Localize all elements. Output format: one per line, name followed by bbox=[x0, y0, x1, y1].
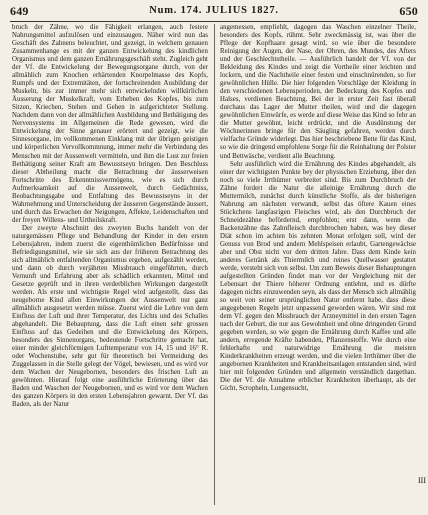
column-divider bbox=[214, 24, 215, 505]
page-number-right: 650 bbox=[399, 4, 418, 18]
issue-title: Num. 174. JULIUS 1827. bbox=[149, 5, 279, 16]
header-rule bbox=[10, 21, 418, 22]
paragraph: Sehr ausführlich wird die Ernährung des Kindes abgehandelt, als einer der wichtigsten Punkte bey der physischen Erziehung, über den noch so viele Irrthümer verbreitet sind. Bis zum Durchbruch der Zähne fordert die Natur die alleinige Ernährung durch die Muttermilch, zunächst durch künstliche Stoffe, als der bisherigen Nahrung am nächsten verwandt, selbst das öftere Kauen eines Stückchens langfasrigen Fleisches wird, als den Durchbruch der Schneidezähne befördernd, empfohlen; erst dann, wenn die Backenzähne das Zahnfleisch durchbrochen haben, was bey dieser Diät schon im achten bis zehnten Monat erfolgen soll, wird der Genuss von Brod und andern Mehlspeisen erlaubt, Gartengewächse aber und Obst nicht vor dem dritten Jahre. Dass dem Kinde kein anderes Getränk als Thiermilch und reines Quellwasser gestattet werde, versteht sich von selbst. Um zum Beweis dieser Behauptungen aufgestellten Gründen findet man vor der Vergleichung mit der Lebensart der Thiere höherer Ordnung entlehnt, und es dürfte dagegen nichts einzuwenden seyn, als dass der Mensch sich allmählig so weit von seiner ursprünglichen Natur entfernt habe, dass diese angegebenen Regeln jetzt unpassend geworden wären. Wir sind mit dem Vf. gegen den Missbrauch der Arzneymittel in den ersten Tagen nach der Geburt, die nur aus Gewohnheit und ohne dringenden Grund gegeben werden, so wie gegen die Ernährung durch Kaffee und alle andern, erregende Kräfte habenden, Pflanzenstoffe. Wie durch eine fehlerhafte und naturwidrige Ernährung die meisten Kinderkrankheiten erzeugt werden, und die vielen Irrthümer über die angebornen Krankheiten und Krankheitsanlagen entstanden sind, wird hier mit folgenden Gründen und allgemein verständlich dargethan. Die der Vf. die Annahme erblicher Krankheiten überhaupt, als der Gicht, Scropheln, Lungensucht, bbox=[220, 160, 416, 393]
page-number-left: 649 bbox=[10, 4, 29, 18]
paragraph: Der zweyte Abschnitt des zweyten Buchs handelt von der naturgemässen Pflege und Behandlung der Kinder in den ersten Lebensjahren, indem zuerst die eigenthümlichen Bedürfnisse und Befriedigungsmittel, wie sie sich aus der früheren Betrachtung des sich allmählich entfaltenden Organismus ergeben, aufgezählt werden, und dann ob durch verjährten Missbrauch eingeführten, durch Vernunft und Erfahrung aber als schädlich erkannten, Mittel und Gesetze geprüft und in ihren verderblichen Wirkungen dargestellt werden. Als erste und wichtigste Regel wird aufgestellt, dass das neugeborne Kind allen Einwirkungen der Aussenwelt nur ganz allmählich ausgesetzt werden müsse. Zuerst wird die Lehre von dem Einfluss der Luft und ihrer Temperatur, des Lichts und des Schalles abgehandelt. Die Bebauptung, dass die Luft einen sehr grossen Einfluss auf das Gedeihen und die Entwickelung des Körpers, besonders des Sinnenorgans, bedeutende Fortschritte gemacht hat, einer minder gleichförmigen Lufttemperatur von 14, 15 und 16° R. oder Wochenstube, sehr gut für theoretisch bei Vermeidung des Zuggelassen in die Stelle gelegt der Vögel, bewiesen, und es wird vor dem Wachen der Neugebornen, besonders des frischen Luft an gewöhnten. Hierauf folgt eine ausführliche Erörterung über das Baden und Waschen der Neugebornen, und es wird vor dem Wachen des ganzen Körpers in den ersten Lebensjahren gewarnt. Der Vf. das Baden, als der Natur bbox=[12, 224, 208, 409]
paragraph: angemessen, empfiehlt, dagegen das Waschen einzelner Theile, besonders des Kopfs, rühmt. Sehr zweckmässig ist, was über die Pflege der Kopfhaare gesagt wird, so wie über die besondere Reinigung der Augen, der Nase, der Ohren, des Mundes, des Afters und der Geschlechtstheile. — Ausführlich handelt der Vf. von der Bekleidung des Kindes und zeigt die Vortheile einer leichten und lockern, und die Nachtheile einer festen und einschnürenden, so fier gewöhnlichen Hülle. Die hier folgenden Vorschläge der Kleidung in den verschiedenen Lebensperioden, der Bedeckung des Kopfes und Halses, verdienen Beachtung. Bei der in erster Zeit fast überall durchaus das Lager der Mutter theilen, wird und die dagegen gewöhnlichen Einwürfe, es werde auf diese Weise das Kind so fehr an die Mutter gewöhnt, leicht erdrückt, und die Ausdünstung der Wöchnerinnen bringe für den Säugling gefahren, werden durch vielfache Gründe widerlegt. Das hier beschriebene Bette für das Kind, so wie die dringend empfohlene Sorge für die Reinhaltung der Polster und Bettwäsche, verdient alle Beachtung. bbox=[220, 24, 416, 160]
footer-mark: III bbox=[418, 476, 426, 485]
text-column-right bbox=[220, 24, 416, 507]
paragraph: bruch der Zähne, wo die Fähigkeit erlangen, auch festere Nahrungsmittel aufzulösen und einzusaugen. Näher wird nun das Geschäft des Zahnens beleuchtet, und gezeigt, in welchem genauen Zusammenhange es mit der ganzen Entwickelung des kindlichen Organismus und dem ganzen Ernährungsgeschäft steht. Zugleich geht der Vf. die Entwickelung der Bewegungsorgane durch, von der allmählich zum Knochen erhärtenden Knorpelmasse des Kopfs, Rumpfs und der Extremitäten, der fortschreitenden Ausbildung der Muskeln, bis zur immer mehr sich entwickelnden willkürlichen Äusserung der Muskelkraft, vom Erheben des Kopfes, bis zum Sitzen, Kriechen, Stehen und Gehen in aufgerichteter Stellung. Nachdem dann von der allmählichen Ausbildung und Bethätigung des Nervensystems im Allgemeinen die Rede gewesen, wird die Entwickelung der Sinne genauer erörtert und gezeigt, wie die Sinnesorgane, im vollkommenen Einklang mit der übrigen geistigen und körperlichen Vervollkommnung, immer mehr die Verbindung des Menschen mit der Aussenwelt vermitteln, und ihm die Lust zur freien Bethätigung seiner Kraft am Bewusstseyn bringen. Den Beschluss dieser Abtheilung macht die Betrachtung der äusserweisen Fortschritte des Erkenntnissvermögens, wie es sich durch Aufmerksamkeit auf die Aussenwelt, durch Gedächtniss, Beobachtungsgabe und Entfaltung des Bewusstseyns in der Wahrnehmung und Unterscheidung der äusseren Gegenstände äussert, und durch das Erwachen der Neigungen, Affekte, Leidenschaften und der freyen Willens- und Urtheilskraft. bbox=[12, 24, 208, 224]
text-column-left bbox=[12, 24, 208, 507]
page-header bbox=[10, 4, 418, 20]
